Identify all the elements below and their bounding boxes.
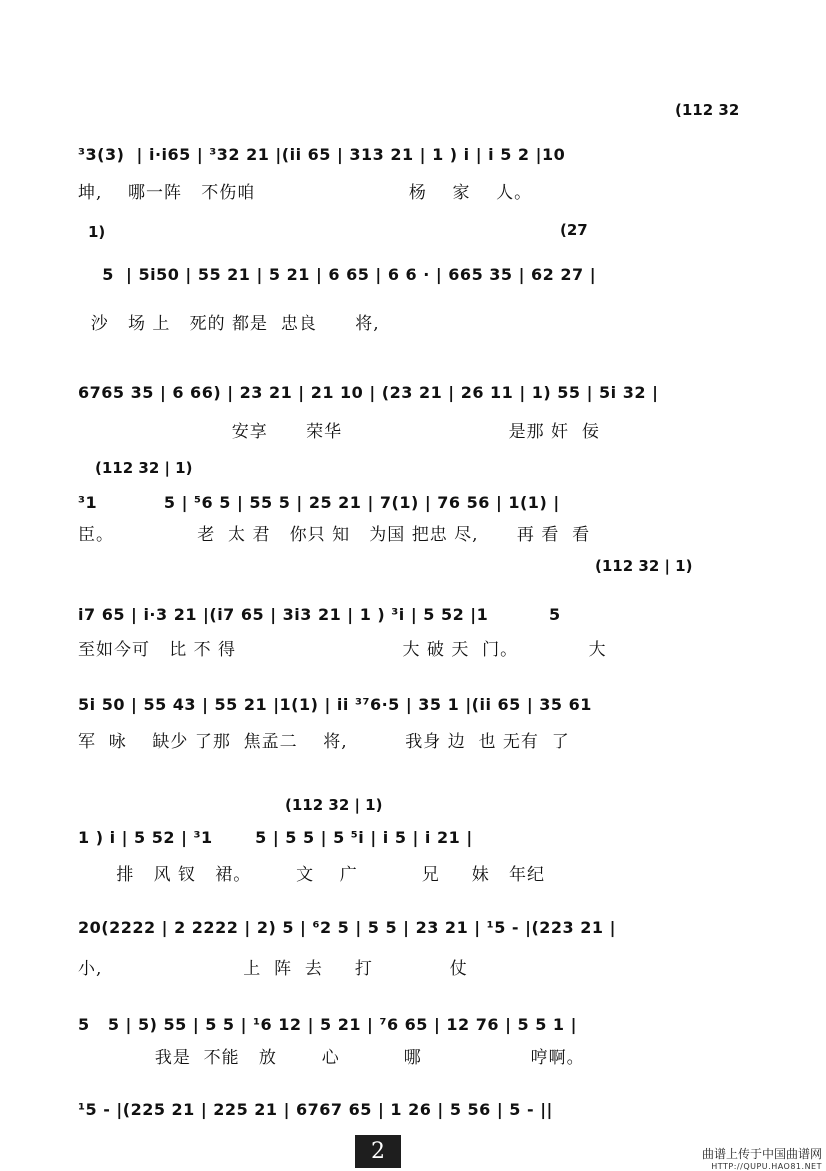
lead-notes: 1) [88,223,106,241]
lyrics-line: 至如今可 比 不 得 大 破 天 门。 大 [78,640,607,660]
cue-notes: (27 [560,221,588,239]
notation-line: 6765 35 | 6 66) | 23 21 | 21 10 | (23 21 | 26 11 | 1) 55 | 5i 32 | [78,383,659,402]
lyrics-line: 安享 荣华 是那 奸 佞 [78,422,600,442]
page-number: 2 [355,1135,401,1168]
cue-notes: (112 32 | 1) [595,557,693,575]
notation-line: ³1 5 | ⁵6 5 | 55 5 | 25 21 | 7(1) | 76 56 | 1(1) | [78,493,560,512]
lyrics-line: 小, 上 阵 去 打 仗 [78,959,468,979]
notation-line: 20(2222 | 2 2222 | 2) 5 | ⁶2 5 | 5 5 | 23 21 | ¹5 - |(223 21 | [78,918,616,937]
lyrics-line: 军 咏 缺少 了那 焦孟二 将, 我身 边 也 无有 了 [78,732,570,752]
watermark [702,1145,822,1171]
watermark-url: HTTP://QUPU.HAO81.NET [711,1162,822,1171]
notation-line: 5 | 5i50 | 55 21 | 5 21 | 6 65 | 6 6 · | 665 35 | 62 27 | [78,265,597,284]
notation-line: 1 ) i | 5 52 | ³1 5 | 5 5 | 5 ⁵i | i 5 | i 21 | [78,828,473,847]
cue-notes: (112 32 | 1) [285,796,383,814]
notation-line: i7 65 | i·3 21 |(i7 65 | 3i3 21 | 1 ) ³i | 5 52 |1 5 [78,605,561,624]
lyrics-line: 我是 不能 放 心 哪 哼啊。 [78,1048,585,1068]
watermark-text: 曲谱上传于中国曲谱网 [701,1147,822,1161]
notation-line: 5i 50 | 55 43 | 55 21 |1(1) | ii ³⁷6·5 | 35 1 |(ii 65 | 35 61 [78,695,592,714]
cue-notes: (112 32 [675,101,740,119]
notation-line: ³3(3) | i·i65 | ³32 21 |(ii 65 | 313 21 | 1 ) i | i 5 2 |10 [78,145,566,164]
cue-notes: (112 32 | 1) [95,459,193,477]
lyrics-line: 排 风 钗 裙。 文 广 兄 妹 年纪 [78,865,545,885]
notation-line: 5 5 | 5) 55 | 5 5 | ¹6 12 | 5 21 | ⁷6 65 | 12 76 | 5 5 1 | [78,1015,577,1034]
lyrics-line: 臣。 老 太 君 你只 知 为国 把忠 尽, 再 看 看 [78,525,591,545]
lyrics-line: 沙 场 上 死的 都是 忠良 将, [78,314,380,334]
lyrics-line: 坤, 哪一阵 不伤咱 杨 家 人。 [78,183,533,203]
notation-line: ¹5 - |(225 21 | 225 21 | 6767 65 | 1 26 | 5 56 | 5 - || [78,1100,553,1119]
